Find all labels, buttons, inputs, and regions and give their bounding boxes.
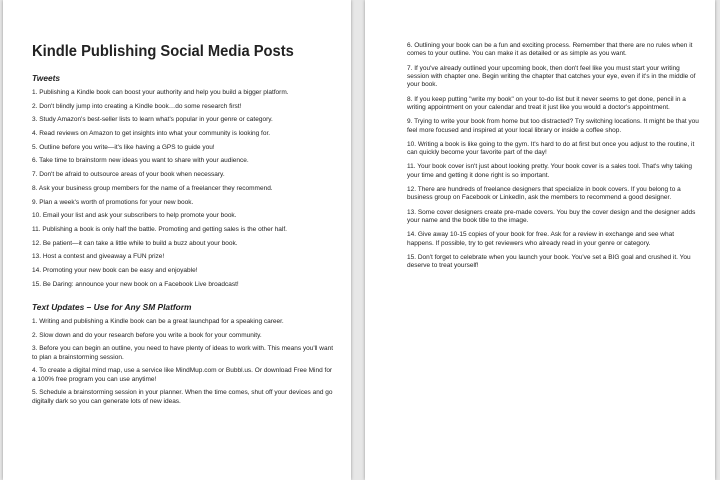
list-item: 13. Some cover designers create pre-made covers. You buy the cover design and the designer adds your name and the book title to the image. [407,208,696,225]
list-item: 4. To create a digital mind map, use a service like MindMup.com or Bubbl.us. Or download Free Mind for a 100% free program you can use anytime! [32,367,333,383]
list-item: 5. Outline before you write—it's like having a GPS to guide you! [32,143,215,151]
list-item: 3. Before you can begin an outline, you need to have plenty of ideas to work with. This means you'll want to plan a brainstorming session. [32,345,334,361]
list-item: 9. Plan a week's worth of promotions for your new book. [32,198,194,206]
list-item: 9. Trying to write your book from home but too distracted? Try switching locations. It might be that you feel more focused and inspired at your local library or inside a coffee shop. [407,118,699,134]
document-page-left [3,0,351,480]
list-item: 13. Host a contest and giveaway a FUN prize! [32,253,165,261]
list-item: 6. Take time to brainstorm new ideas you want to share with your audience. [32,157,249,165]
section-heading-text-updates: Text Updates – Use for Any SM Platform [32,301,192,312]
list-item: 10. Writing a book is like going to the gym. It's hard to do at first but once you adjust to the routine, it can quickly become your favorite part of the day! [407,140,695,157]
document-title: Kindle Publishing Social Media Posts [32,43,294,60]
list-item: 11. Your book cover isn't just about looking pretty. Your book cover is a sales tool. That's why taking your time and getting it done right is so important. [407,163,693,179]
list-item: 2. Don't blindly jump into creating a Kindle book…do some research first! [32,102,242,110]
list-item: 1. Publishing a Kindle book can boost your authority and help you build a bigger platform. [32,89,289,96]
list-item: 8. If you keep putting "write my book" on your to-do list but it never seems to get done, pencil in a writing appointment on your calendar and treat it just like you would a doctor's appointment. [407,95,686,112]
list-item: 11. Publishing a book is only half the battle. Promoting and getting sales is the other half. [32,225,287,233]
list-item: 5. Schedule a brainstorming session in your planner. When the time comes, shut off your devices and go digitally dark so you can generate lots of new ideas. [32,389,333,405]
list-item: 3. Study Amazon's best-seller lists to learn what's popular in your genre or category. [32,116,273,124]
text-updates-list-continued [407,42,699,271]
list-item: 15. Don't forget to celebrate when you launch your book. You've set a BIG goal and crushed it. You deserve to treat yourself! [407,253,691,270]
list-item: 10. Email your list and ask your subscribers to help promote your book. [32,212,237,220]
text-updates-list [32,318,335,406]
list-item: 2. Slow down and do your research before you write a book for your community. [32,331,262,339]
list-item: 7. Don't be afraid to outsource areas of your book when necessary. [32,171,225,179]
list-item: 7. If you've already outlined your upcoming book, then don't feel like you must start your writing session with chapter one. Begin writing the chapter that catches your eye, even if it's in the middle of your book. [407,64,696,89]
section-heading-tweets: Tweets [32,73,61,83]
list-item: 12. There are hundreds of freelance designers that specialize in book covers. If you belong to a business group on Facebook or LinkedIn, ask the members to recommend a good designer. [407,186,681,202]
list-item: 1. Writing and publishing a Kindle book can be a great launchpad for a speaking career. [32,317,284,325]
tweets-list [32,89,335,289]
list-item: 14. Give away 10-15 copies of your book for free. Ask for a review in exchange and see what happens. If possible, try to get reviewers who already read in your genre or category. [407,231,675,247]
list-item: 4. Read reviews on Amazon to get insights into what your community is looking for. [32,130,271,138]
list-item: 14. Promoting your new book can be easy and enjoyable! [32,266,198,274]
list-item: 12. Be patient—it can take a little while to build a buzz about your book. [32,239,238,247]
list-item: 8. Ask your business group members for the name of a freelancer they recommend. [32,184,273,192]
list-item: 6. Outlining your book can be a fun and exciting process. Remember that there are no rules when it comes to your outline. You can make it as detailed or as simple as you want. [407,42,693,58]
document-page-right [365,0,715,480]
list-item: 15. Be Daring: announce your new book on a Facebook Live broadcast! [32,280,239,288]
